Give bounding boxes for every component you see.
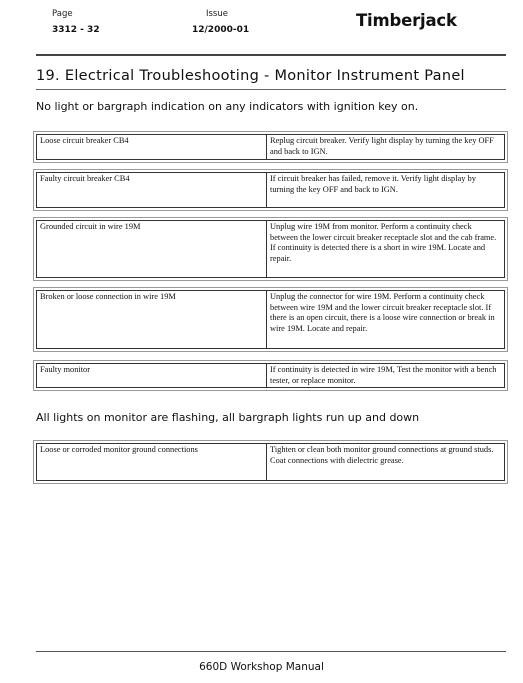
page-number: 3312 - 32 [52, 25, 100, 35]
section-title: 19. Electrical Troubleshooting - Monitor Instrument Panel [36, 68, 465, 84]
remedy-cell: Tighten or clean both monitor ground connections at ground studs. Coat connections with dielectric grease. [270, 445, 494, 465]
remedy-cell: Unplug the connector for wire 19M. Perform a continuity check between wire 19M and the lower circuit breaker receptacle slot. If there is an open circuit, there is a loose wire connection or break in wire 19M. Locate and repair. [270, 292, 495, 333]
footer-divider [36, 651, 506, 652]
remedy-cell: If continuity is detected in wire 19M, Test the monitor with a bench tester, or replace monitor. [270, 365, 497, 385]
table-row [36, 134, 505, 160]
header-divider [36, 54, 506, 56]
title-divider [36, 89, 506, 90]
manual-title: 660D Workshop Manual [199, 661, 324, 673]
issue-number: 12/2000-01 [192, 25, 250, 35]
page-label: Page [52, 9, 73, 19]
cause-cell: Loose or corroded monitor ground connections [37, 444, 267, 480]
issue-label: Issue [206, 9, 228, 19]
cause-cell: Loose circuit breaker CB4 [37, 135, 267, 159]
symptom-heading-2: All lights on monitor are flashing, all bargraph lights run up and down [36, 411, 420, 424]
symptom-heading-1: No light or bargraph indication on any indicators with ignition key on. [36, 100, 419, 113]
table-row [36, 443, 505, 481]
brand-logo: Timberjack [356, 11, 457, 30]
cause-cell: Faulty circuit breaker CB4 [37, 173, 267, 207]
remedy-cell: If circuit breaker has failed, remove it. Verify light display by turning the key OFF and back to IGN. [270, 174, 476, 194]
table-row [36, 290, 505, 349]
remedy-cell: Unplug wire 19M from monitor. Perform a continuity check between the lower circuit breaker receptacle slot and the cab frame. If continuity is detected there is a short in wire 19M. Locate and repair. [270, 222, 497, 263]
table-row [36, 363, 505, 388]
cause-cell: Grounded circuit in wire 19M [37, 221, 267, 277]
table-row [36, 220, 505, 278]
remedy-cell: Replug circuit breaker. Verify light display by turning the key OFF and back to IGN. [270, 136, 494, 156]
cause-cell: Faulty monitor [37, 364, 267, 387]
cause-cell: Broken or loose connection in wire 19M [37, 291, 267, 348]
table-row [36, 172, 505, 208]
